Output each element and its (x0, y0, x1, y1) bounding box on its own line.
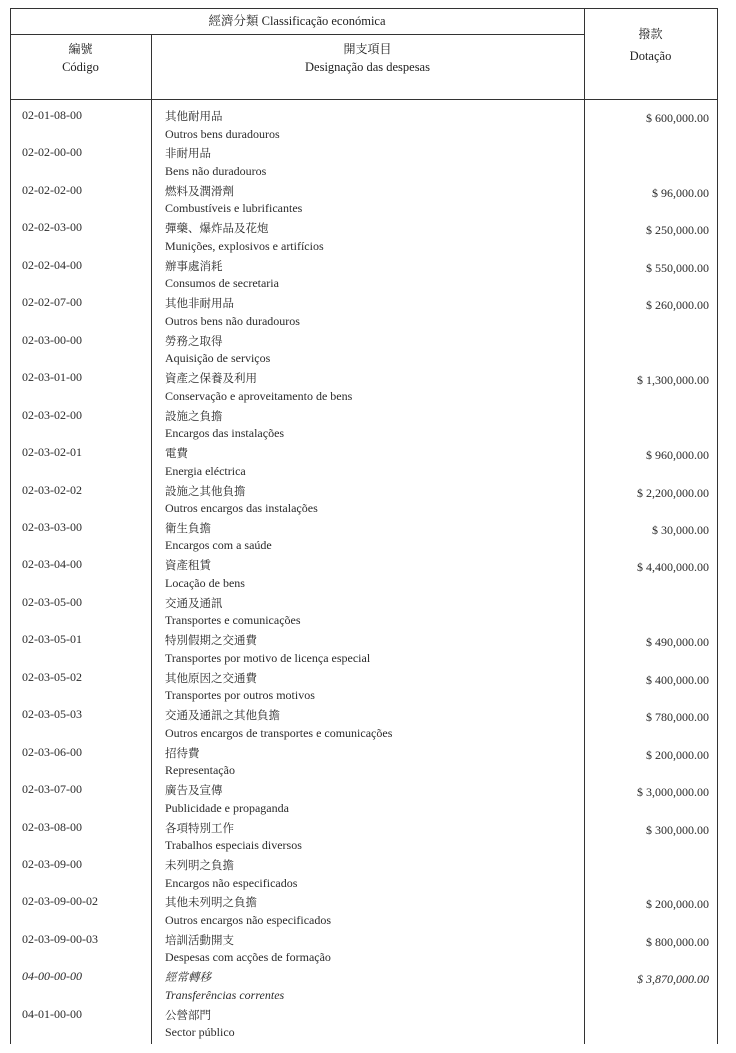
row-amount: $ 600,000.00 (646, 111, 709, 125)
row-code: 02-03-02-01 (22, 445, 82, 460)
row-designation-zh: 其他耐用品 (165, 109, 223, 123)
row-designation-pt: Representação (165, 763, 235, 778)
row-amount: $ 96,000.00 (652, 185, 709, 200)
row-designation-pt: Locação de bens (165, 575, 245, 590)
row-designation-pt: Outros encargos não especificados (165, 912, 332, 927)
row-designation-pt: Bens não duradouros (165, 163, 267, 178)
row-code: 02-03-07-00 (22, 782, 82, 797)
row-code: 02-03-05-01 (22, 632, 82, 647)
row-designation-zh: 交通及通訊 (165, 595, 223, 610)
row-designation-zh: 燃料及潤滑劑 (165, 183, 234, 198)
table-border-right (717, 8, 718, 1044)
row-designation-pt: Outros encargos das instalações (165, 501, 318, 515)
row-designation-pt: Munições, explosivos e artifícios (165, 238, 324, 253)
row-amount: $ 200,000.00 (646, 897, 709, 912)
row-designation-pt: Publicidade e propaganda (165, 800, 289, 815)
row-designation-pt: Encargos das instalações (165, 426, 285, 441)
row-amount: $ 1,300,000.00 (637, 373, 709, 388)
row-amount: $ 300,000.00 (646, 822, 709, 837)
column-divider-1 (151, 34, 152, 1044)
row-designation-zh: 資產租賃 (165, 558, 211, 573)
row-designation-zh: 其他原因之交通費 (165, 670, 257, 685)
row-designation-zh: 勞務之取得 (165, 333, 223, 348)
amount-header-zh: 撥款 (638, 27, 663, 41)
row-code: 02-02-02-00 (22, 182, 82, 197)
row-designation-zh: 特別假期之交通費 (165, 633, 257, 648)
row-designation-pt: Trabalhos especiais diversos (165, 838, 302, 853)
row-code: 02-02-04-00 (22, 257, 82, 272)
row-designation-pt: Despesas com acções de formação (165, 950, 331, 965)
code-header-pt: Código (62, 60, 99, 74)
row-code: 02-03-03-00 (22, 519, 82, 534)
row-designation-pt: Outros encargos de transportes e comunicações (165, 725, 393, 740)
row-designation-pt: Energia eléctrica (165, 463, 246, 478)
row-code: 02-03-09-00 (22, 857, 82, 871)
row-designation-pt: Encargos não especificados (165, 875, 298, 890)
row-designation-zh: 未列明之負擔 (165, 858, 234, 872)
row-designation-zh: 廣告及宣傳 (165, 783, 223, 798)
row-code: 02-03-00-00 (22, 332, 82, 347)
row-designation-pt: Aquisição de serviços (165, 351, 271, 366)
row-code: 02-03-09-00-03 (22, 931, 98, 946)
code-header-zh: 編號 (68, 42, 93, 56)
row-designation-zh: 資產之保養及利用 (165, 371, 257, 386)
row-amount: $ 200,000.00 (646, 747, 709, 762)
row-designation-zh: 經常轉移 (165, 970, 211, 985)
table-border-left (10, 8, 11, 1044)
row-amount: $ 780,000.00 (646, 710, 709, 725)
row-code: 02-03-06-00 (22, 744, 82, 759)
row-code: 04-01-00-00 (22, 1006, 82, 1021)
row-amount: $ 550,000.00 (646, 260, 709, 275)
row-code: 02-03-05-02 (22, 669, 82, 684)
row-amount: $ 3,870,000.00 (637, 972, 709, 987)
row-code: 02-03-05-00 (22, 594, 82, 609)
amount-header-pt: Dotação (629, 49, 672, 63)
row-amount: $ 260,000.00 (646, 298, 709, 313)
row-designation-pt: Transportes por outros motivos (165, 688, 315, 703)
row-designation-pt: Outros bens não duradouros (165, 313, 300, 328)
column-divider-2 (584, 8, 585, 1044)
row-designation-pt: Outros bens duradouros (165, 126, 280, 141)
row-designation-pt: Sector público (165, 1025, 235, 1040)
row-designation-zh: 辦事處消耗 (165, 258, 223, 273)
designation-header-zh: 開支項目 (343, 42, 392, 56)
row-amount: $ 2,200,000.00 (637, 485, 709, 500)
classification-underline (10, 34, 584, 35)
row-amount: $ 3,000,000.00 (637, 785, 709, 800)
row-designation-zh: 其他非耐用品 (165, 296, 234, 311)
row-designation-zh: 公營部門 (165, 1007, 211, 1022)
row-designation-zh: 交通及通訊之其他負擔 (165, 708, 280, 723)
row-designation-zh: 設施之其他負擔 (165, 483, 246, 498)
row-code: 02-01-08-00 (22, 108, 82, 122)
row-code: 04-00-00-00 (22, 969, 82, 984)
row-amount: $ 4,400,000.00 (637, 560, 709, 575)
row-designation-zh: 衛生負擔 (165, 520, 211, 535)
row-code: 02-03-05-03 (22, 707, 82, 722)
row-designation-pt: Encargos com a saúde (165, 538, 272, 553)
row-designation-zh: 非耐用品 (165, 146, 211, 161)
header-bottom-line (10, 99, 718, 100)
row-code: 02-02-03-00 (22, 220, 82, 235)
classification-header: 經濟分類 Classificação económica (208, 14, 386, 28)
designation-header-pt: Designação das despesas (305, 60, 430, 74)
table-border-top (10, 8, 718, 9)
row-designation-pt: Transportes e comunicações (165, 613, 301, 628)
row-code: 02-03-09-00-02 (22, 894, 98, 909)
row-designation-pt: Transportes por motivo de licença especial (165, 650, 371, 665)
row-code: 02-03-04-00 (22, 557, 82, 572)
row-code: 02-03-08-00 (22, 819, 82, 834)
row-designation-pt: Conservação e aproveitamento de bens (165, 388, 353, 403)
row-designation-zh: 彈藥、爆炸品及花炮 (165, 221, 269, 236)
row-designation-pt: Transferências correntes (165, 987, 285, 1002)
row-amount: $ 400,000.00 (646, 672, 709, 687)
row-code: 02-02-00-00 (22, 145, 82, 160)
row-code: 02-03-01-00 (22, 370, 82, 385)
row-amount: $ 960,000.00 (646, 448, 709, 463)
row-amount: $ 250,000.00 (646, 223, 709, 238)
row-designation-zh: 培訓活動開支 (165, 932, 234, 947)
row-designation-zh: 其他未列明之負擔 (165, 895, 257, 910)
row-code: 02-03-02-00 (22, 407, 82, 422)
row-designation-zh: 招待費 (165, 745, 200, 760)
row-code: 02-03-02-02 (22, 482, 82, 497)
row-designation-pt: Consumos de secretaria (165, 276, 279, 291)
row-amount: $ 490,000.00 (646, 635, 709, 650)
row-code: 02-02-07-00 (22, 295, 82, 310)
row-amount: $ 800,000.00 (646, 934, 709, 949)
row-designation-zh: 各項特別工作 (165, 820, 234, 835)
row-amount: $ 30,000.00 (652, 522, 709, 537)
row-designation-pt: Combustíveis e lubrificantes (165, 201, 303, 216)
row-designation-zh: 設施之負擔 (165, 408, 223, 423)
row-designation-zh: 電費 (165, 446, 188, 461)
